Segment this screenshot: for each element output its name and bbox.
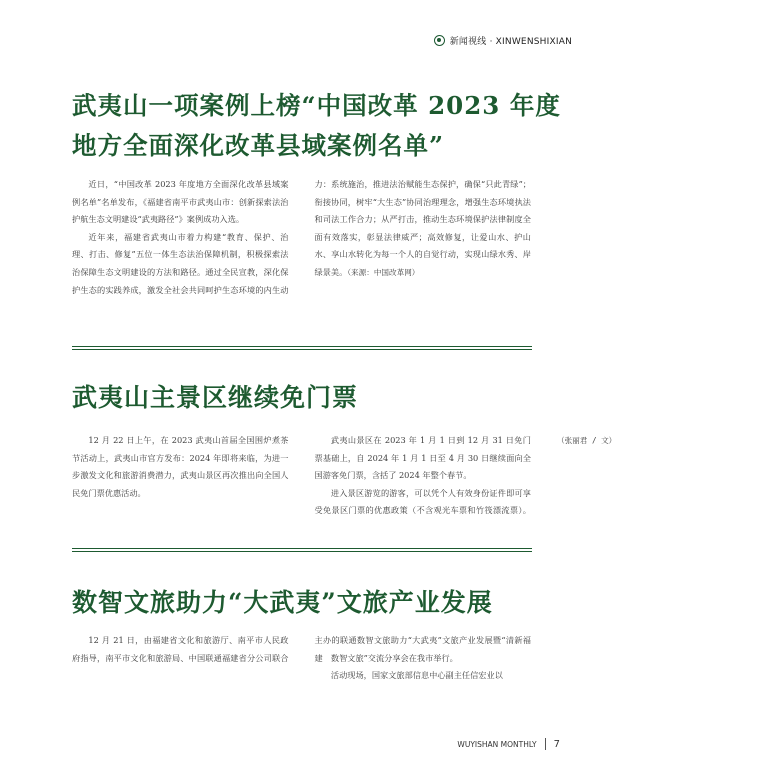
page-number: 7 [553, 738, 560, 750]
article-2-title: 武夷山主景区继续免门票 [72, 383, 359, 412]
article-3-title: 数智文旅助力“大武夷”文旅产业发展 [72, 588, 493, 617]
article-1-title: 武夷山一项案例上榜“中国改革 2023 年度地方全面深化改革县域案例名单” [72, 91, 561, 160]
article-2-body [72, 432, 617, 522]
article-1-paragraph: 近日，“中国改革 2023 年度地方全面深化改革县域案例名单”名单发布，《福建省南平市武夷山市：创新探索法治护航生态文明建设“武夷路径”》案例成功入选。 [72, 179, 289, 225]
section-divider [72, 346, 532, 347]
article-3-body [72, 632, 531, 702]
article-3-paragraph: 活动现场，国家文旅部信息中心副主任信宏业以 [330, 670, 503, 681]
article-3-paragraph: 12 月 21 日，由福建省文化和旅游厅、南平市人民政府指导，南平市文化和旅游局、中国联通福建省分公司联合主办的联通数智文旅助力“大武夷”文旅产业发展暨“清新福建 数智文旅”交流分享会在我市举行。 [72, 635, 531, 663]
page-footer [457, 738, 560, 750]
magazine-name: WUYISHAN MONTHLY [457, 739, 537, 749]
section-label: 新闻视线 · XINWENSHIXIAN [449, 37, 572, 47]
article-1-body [72, 176, 531, 300]
section-header [434, 34, 572, 47]
article-1-paragraph: 近年来，福建省武夷山市着力构建“教育、保护、治理、打击、修复”五位一体生态法治保障机制，积极探索法治保障生态文明建设的方法和路径。通过全民宣教，深化保护生态的实践养成，激发全社会共同呵护生态环境的内生动力：系统施治，推进法治赋能生态保护，确保“只此青绿”；衔接协同，树牢“大生态”协同治理理念，增强生态环境执法和司法工作合力；从严打击，推动生态环境保护法律制度全面有效落实，彰显法律威严；高效修复，让爱山水、护山水、享山水转化为每一个人的自觉行动，实现山绿水秀、岸绿景美。（来源：中国改革网） [72, 179, 531, 295]
article-2-paragraph: 进入景区游览的游客，可以凭个人有效身份证件即可享受免景区门票的优惠政策（不含观光车票和竹筏漂流票）。（张丽君 / 文） [314, 436, 617, 516]
footer-separator [545, 738, 546, 750]
section-divider [72, 548, 532, 549]
article-1-source: （来源：中国改革网） [347, 267, 420, 277]
article-2-paragraph: 武夷山景区在 2023 年 1 月 1 日到 12 月 31 日免门票基础上，自 2024 年 1 月 1 日至 4 月 30 日继续面向全国游客免门票，含括了 2024 年整个春节。 [314, 435, 531, 481]
article-2-source: （张丽君 / 文） [557, 436, 617, 445]
article-2-paragraph: 12 月 22 日上午，在 2023 武夷山首届全国围炉煮茶节活动上，武夷山市官方发布：2024 年即将来临，为进一步激发文化和旅游消费潜力，武夷山景区再次推出向全国人民免门票优惠活动。 [72, 435, 289, 498]
section-logo-icon [434, 35, 445, 46]
